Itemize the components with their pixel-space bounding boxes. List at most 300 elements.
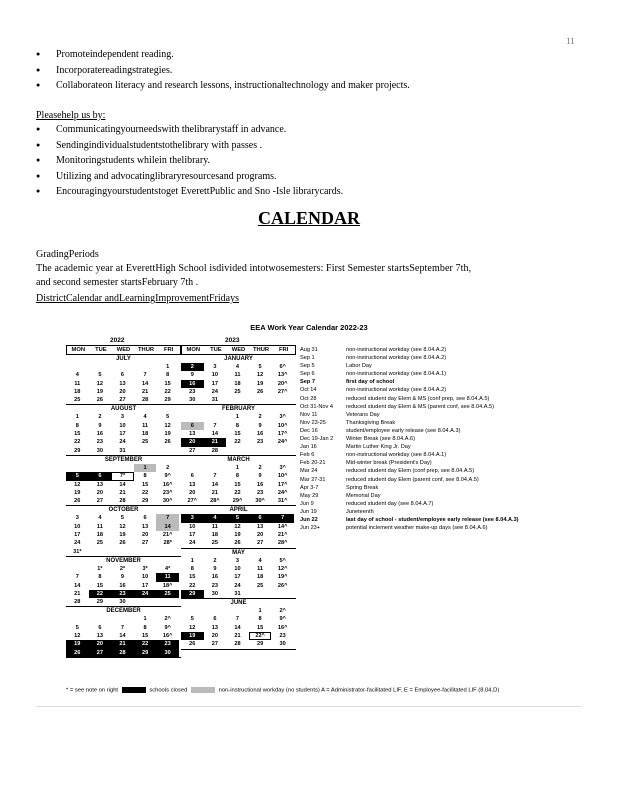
calendar-day xyxy=(134,447,157,455)
calendar-day: 30^ xyxy=(162,498,173,505)
event-date: Sep 7 xyxy=(300,379,315,386)
event-row xyxy=(300,395,519,403)
calendar-day: 16 xyxy=(211,574,218,581)
calendar-day: 2 xyxy=(166,464,170,471)
week-row xyxy=(66,363,181,371)
week-row xyxy=(181,590,296,598)
week-row xyxy=(66,371,181,379)
calendar-day: 23 xyxy=(96,439,103,446)
calendar-day: 1 xyxy=(166,364,170,370)
calendar-day: 24 xyxy=(119,439,126,446)
calendar-day: 13 xyxy=(96,481,103,488)
calendar-day: 23 xyxy=(111,590,134,598)
week-row xyxy=(181,523,296,531)
event-row xyxy=(300,403,519,411)
calendar-day: 9 xyxy=(98,422,102,429)
event-description: first day of school xyxy=(346,379,395,386)
week-row xyxy=(181,632,296,640)
calendar-day: 18 xyxy=(74,388,81,395)
calendar-day: 10 xyxy=(74,523,81,530)
calendar-day: 15 xyxy=(256,624,264,631)
calendar-2023 xyxy=(181,354,296,650)
calendar-day: 6 xyxy=(143,515,147,522)
week-row xyxy=(181,380,296,388)
event-description: Memorial Day xyxy=(346,492,381,499)
calendar-day: 5 xyxy=(98,372,102,379)
calendar-day: 16 xyxy=(256,431,264,438)
calendar-day xyxy=(249,447,272,455)
month-name: MAY xyxy=(181,548,296,557)
week-row xyxy=(181,489,296,497)
calendar-day: 2 xyxy=(181,363,204,371)
calendar-day: 10^ xyxy=(277,473,288,480)
calendar-day: 14^ xyxy=(277,523,288,530)
calendar-day: 20 xyxy=(119,388,126,395)
calendar-day xyxy=(111,464,134,472)
week-row xyxy=(66,388,181,396)
calendar-day xyxy=(271,396,294,404)
calendar-day xyxy=(249,590,272,598)
calendar-day: 23 xyxy=(211,582,218,589)
calendar-day: 7* xyxy=(111,472,134,480)
calendar-day: 19 xyxy=(66,640,89,648)
calendar-day: 2^ xyxy=(279,608,286,615)
calendar-day: 13 xyxy=(141,523,149,530)
month-block xyxy=(66,556,181,606)
weekday-label: THUR xyxy=(253,347,270,353)
calendar-day: 30 xyxy=(211,590,218,597)
calendar-day: 24^ xyxy=(277,489,288,496)
event-row xyxy=(300,435,519,443)
event-description: non-instructional workday (see 8.04.A.1) xyxy=(346,452,447,459)
bullet-item: ● Collaborateon literacy and research lessons, instructionaltechnology and maker projects. xyxy=(36,78,410,94)
week-row xyxy=(181,497,296,505)
calendar-day: 9 xyxy=(190,372,194,379)
calendar-day: 5 xyxy=(120,515,125,522)
calendar-day: 9 xyxy=(120,574,125,581)
week-row xyxy=(181,464,296,472)
calendar-day: 26 xyxy=(66,649,89,657)
calendar-day: 8 xyxy=(143,624,147,631)
calendar-day: 25 xyxy=(74,397,81,404)
week-row xyxy=(181,430,296,438)
calendar-day: 28 xyxy=(119,498,126,505)
week-row xyxy=(181,582,296,590)
calendar-day: 11 xyxy=(142,422,149,429)
calendar-day: 20 xyxy=(181,438,204,446)
month-name: JUNE xyxy=(181,598,296,607)
calendar-day: 17^ xyxy=(277,481,288,488)
bullet-list-goals xyxy=(36,47,410,94)
calendar-day xyxy=(134,363,157,371)
calendar-day xyxy=(226,396,249,404)
page-number: 11 xyxy=(566,36,575,46)
event-row xyxy=(300,362,519,370)
calendar-day: 9 xyxy=(213,565,217,572)
week-row xyxy=(181,472,296,480)
event-row xyxy=(300,516,519,524)
calendar-day: 24^ xyxy=(277,439,288,446)
calendar-day: 15 xyxy=(164,380,171,387)
calendar-day: 4 xyxy=(75,372,79,379)
calendar-day: 6 xyxy=(98,624,102,631)
calendar-day: 27 xyxy=(211,641,218,648)
calendar-day: 10 xyxy=(211,372,218,379)
calendar-day: 9^ xyxy=(164,473,171,480)
calendar-day: 5 xyxy=(190,616,194,623)
calendar-day: 12 xyxy=(74,633,81,640)
calendar-day: 12 xyxy=(96,380,103,387)
calendar-day xyxy=(204,464,227,472)
calendar-day: 18 xyxy=(234,380,241,387)
calendar-day xyxy=(111,363,134,371)
calendar-day: 2^ xyxy=(164,616,171,623)
week-row xyxy=(181,363,296,371)
calendar-day: 21 xyxy=(211,489,218,496)
weekday-label: TUE xyxy=(210,347,222,353)
week-row xyxy=(181,531,296,539)
calendar-day xyxy=(111,548,134,556)
calendar-day: 9 xyxy=(258,422,262,429)
week-row xyxy=(66,565,181,573)
calendar-day: 16^ xyxy=(277,624,288,631)
calendar-day: 30 xyxy=(189,397,196,404)
event-date: Oct 31-Nov 4 xyxy=(300,403,333,410)
calendar-day: 13 xyxy=(189,431,196,438)
calendar-day: 5 xyxy=(226,514,249,522)
bullet-item: ● Utilizing and advocatinglibraryresourcesand programs. xyxy=(36,169,343,185)
event-row xyxy=(300,467,519,475)
calendar-day: 22 xyxy=(141,489,149,496)
calendar-day: 20 xyxy=(96,489,103,496)
calendar-day: 16^ xyxy=(162,633,173,640)
calendar-day: 28^ xyxy=(210,498,220,505)
week-row xyxy=(181,573,296,581)
event-row xyxy=(300,492,519,500)
week-row xyxy=(181,447,296,455)
district-calendar-heading: DistrictCalendar andLearningImprovementFridays xyxy=(36,293,239,304)
calendar-day: 19 xyxy=(234,532,241,539)
calendar-day: 20 xyxy=(141,532,149,539)
event-row xyxy=(300,451,519,459)
calendar-day: 28 xyxy=(111,649,134,657)
week-row xyxy=(66,523,181,531)
week-row xyxy=(181,388,296,396)
event-date: Sep 5 xyxy=(300,363,315,370)
event-date: Aug 31 xyxy=(300,347,318,353)
month-block xyxy=(181,354,296,404)
event-row xyxy=(300,500,519,508)
calendar-day: 24 xyxy=(134,590,157,598)
event-date: May 29 xyxy=(300,492,319,499)
calendar-day: 21 xyxy=(119,489,126,496)
week-row xyxy=(181,371,296,379)
calendar-day: 11 xyxy=(74,380,81,387)
calendar-day: 1 xyxy=(143,616,147,623)
calendar-bottom-border xyxy=(66,657,181,658)
calendar-day: 25 xyxy=(234,388,241,395)
calendar-day: 7 xyxy=(213,473,217,480)
calendar-day: 5 xyxy=(66,472,89,480)
month-block xyxy=(66,354,181,404)
event-date: Mar 24 xyxy=(300,468,318,475)
calendar-day xyxy=(156,548,179,556)
bullet-item: ● Sendingindividualstudentstothelibrary with passes . xyxy=(36,138,343,154)
calendar-day: 4 xyxy=(204,514,227,522)
event-description: reduced student day Elem & MS (conf prep, see 8.04.A.5) xyxy=(346,395,490,402)
calendar-day: 13 xyxy=(189,481,196,488)
bullet-item: ● Monitoringstudents whilein thelibrary. xyxy=(36,153,343,169)
calendar-day: 12 xyxy=(119,523,126,530)
week-row xyxy=(181,481,296,489)
calendar-day: 9 xyxy=(258,473,262,480)
week-row xyxy=(181,422,296,430)
event-date: Oct 14 xyxy=(300,387,317,394)
week-row xyxy=(66,489,181,497)
event-date: Oct 28 xyxy=(300,395,317,402)
calendar-day xyxy=(271,447,294,455)
calendar-day: 1 xyxy=(134,464,157,472)
calendar-day: 14 xyxy=(119,633,126,640)
calendar-day: 19 xyxy=(256,380,264,387)
calendar-day: 27 xyxy=(256,540,264,547)
week-row xyxy=(66,615,181,623)
calendar-day: 29 xyxy=(141,498,149,505)
bullet-item: ● Communicatingyourneedswith thelibrarystaff in advance. xyxy=(36,122,343,138)
calendar-day: 1* xyxy=(97,565,103,572)
event-description: reduced student day Elem (parent conf, see 8.04.A.5) xyxy=(346,476,479,483)
calendar-day: 29^ xyxy=(232,498,243,505)
week-row xyxy=(66,649,181,657)
week-row xyxy=(181,413,296,421)
calendar-day: 28 xyxy=(234,641,241,648)
calendar-day xyxy=(226,607,249,615)
calendar-day: 24 xyxy=(189,540,196,547)
calendar-day: 3* xyxy=(142,565,148,572)
calendar-day: 21^ xyxy=(277,532,288,539)
week-row xyxy=(66,582,181,590)
week-row xyxy=(181,539,296,547)
calendar-day: 8 xyxy=(190,565,194,572)
calendar-day: 15 xyxy=(141,633,149,640)
calendar-day: 8 xyxy=(143,473,147,480)
calendar-day: 12 xyxy=(234,523,241,530)
event-description: potential inclement weather make-up days (see 8.04.A.6) xyxy=(346,525,488,532)
calendar-day: 25 xyxy=(96,540,103,547)
calendar-day: 21 xyxy=(234,633,241,640)
calendar-day: 16 xyxy=(119,582,126,589)
month-name: APRIL xyxy=(181,505,296,514)
event-date: Jun 22 xyxy=(300,516,318,523)
event-row xyxy=(300,484,519,492)
calendar-day xyxy=(134,598,157,606)
calendar-day: 10^ xyxy=(277,422,288,429)
calendar-day: 4 xyxy=(258,557,262,564)
calendar-day: 19 xyxy=(96,388,103,395)
calendar-day: 19 xyxy=(181,632,204,640)
calendar-day: 27 xyxy=(141,540,149,547)
calendar-day: 7 xyxy=(271,514,294,522)
calendar-day: 22 xyxy=(164,388,171,395)
month-name: OCTOBER xyxy=(66,505,181,514)
event-description: reduced student day Elem (conf prep, see 8.04.A.5) xyxy=(346,468,475,475)
calendar-day: 26 xyxy=(234,540,241,547)
calendar-day: 12^ xyxy=(277,565,288,572)
week-row xyxy=(66,624,181,632)
week-row xyxy=(66,497,181,505)
event-description: Martin Luther King Jr. Day xyxy=(346,444,411,451)
calendar-day: 18 xyxy=(96,532,103,539)
week-row xyxy=(66,438,181,446)
month-name: JULY xyxy=(66,354,181,363)
calendar-day: 30 xyxy=(96,447,103,454)
bullet-list-help xyxy=(36,122,343,200)
event-row xyxy=(300,443,519,451)
calendar-day: 1 xyxy=(190,557,194,564)
month-name: DECEMBER xyxy=(66,606,181,615)
calendar-day: 8 xyxy=(235,473,240,480)
calendar-day: 12 xyxy=(256,372,264,379)
calendar-day: 28* xyxy=(163,540,172,547)
calendar-day xyxy=(89,548,112,556)
weekday-label: MON xyxy=(71,347,86,353)
calendar-day: 16^ xyxy=(162,481,173,488)
calendar-day: 15 xyxy=(74,431,81,438)
calendar-day: 29 xyxy=(256,641,264,648)
calendar-day: 21 xyxy=(141,388,149,395)
weekday-label: FRI xyxy=(279,347,289,353)
event-description: student/employee early release (see 8.04.A.3) xyxy=(346,427,461,434)
bullet-item: ● Encouragingyourstudentstoget EverettPublic and Sno -Isle librarycards. xyxy=(36,184,343,200)
week-row xyxy=(66,531,181,539)
calendar-day xyxy=(181,413,204,421)
legend-closed-label: schools closed xyxy=(149,687,188,694)
weekday-label: THUR xyxy=(138,347,155,353)
month-name: JANUARY xyxy=(181,354,296,363)
legend-closed-swatch xyxy=(122,687,146,693)
calendar-day: 17^ xyxy=(277,431,288,438)
calendar-day: 12 xyxy=(189,624,196,631)
calendar-day: 12 xyxy=(164,422,171,429)
event-description: non-instructional workday (see 8.04.A.2) xyxy=(346,355,447,362)
calendar-day: 31 xyxy=(119,447,126,454)
calendar-day xyxy=(66,615,89,623)
week-row xyxy=(66,539,181,547)
event-row xyxy=(300,419,519,427)
calendar-day: 12 xyxy=(74,481,81,488)
calendar-day: 23 xyxy=(256,489,264,496)
calendar-day: 6 xyxy=(120,372,125,379)
calendar-day: 5 xyxy=(258,364,262,370)
week-row xyxy=(181,514,296,522)
calendar-day: 3 xyxy=(181,514,204,522)
calendar-day: 31 xyxy=(234,590,241,597)
calendar-day: 9^ xyxy=(279,616,286,623)
event-description: Mid-winter break (President's Day) xyxy=(346,460,432,467)
weekday-label: TUE xyxy=(95,347,107,353)
calendar-day: 8 xyxy=(75,422,79,429)
event-date: Apr 3-7 xyxy=(300,484,319,491)
grading-text-line2: and second semester startsFebruary 7th . xyxy=(36,277,199,288)
week-row xyxy=(181,640,296,648)
calendar-day: 21 xyxy=(204,438,227,446)
calendar-day: 20 xyxy=(89,640,112,648)
calendar-day: 18 xyxy=(141,431,149,438)
calendar-legend xyxy=(66,687,499,694)
calendar-day: 22 xyxy=(189,582,196,589)
legend-noninst-label: non-instructional workday (no students) xyxy=(218,687,320,694)
event-row xyxy=(300,427,519,435)
calendar-day xyxy=(156,447,179,455)
calendar-day: 8 xyxy=(235,422,240,429)
grading-text-line1: The academic year at EverettHigh School isdivided intotwosemesters: First Semester startsSeptember 7th, xyxy=(36,263,472,274)
event-description: Thanksgiving Break xyxy=(346,419,396,426)
calendar-day: 3^ xyxy=(279,414,286,421)
calendar-day: 10 xyxy=(141,574,149,581)
event-row xyxy=(300,346,519,354)
calendar-day: 22 xyxy=(89,590,112,598)
calendar-day: 20 xyxy=(211,633,218,640)
footer-divider xyxy=(36,706,581,707)
weekday-label: WED xyxy=(231,347,246,353)
week-row xyxy=(66,598,181,606)
week-row xyxy=(66,632,181,640)
calendar-day: 24 xyxy=(211,388,218,395)
calendar-day: 20 xyxy=(189,489,196,496)
event-date: Sep 1 xyxy=(300,355,315,362)
event-description: reduced student day (see 8.04.A.7) xyxy=(346,500,434,507)
calendar-day: 18 xyxy=(211,532,218,539)
calendar-day: 17 xyxy=(234,574,241,581)
calendar-day: 6 xyxy=(213,616,217,623)
calendar-day: 2* xyxy=(119,565,126,572)
calendar-day: 23 xyxy=(156,640,179,648)
week-row xyxy=(66,590,181,598)
week-row xyxy=(66,548,181,556)
calendar-day: 15 xyxy=(141,481,149,488)
year-right: 2023 xyxy=(225,337,240,344)
calendar-day: 29 xyxy=(164,397,171,404)
event-row xyxy=(300,386,519,394)
calendar-day: 13 xyxy=(211,624,218,631)
calendar-day: 11 xyxy=(257,565,264,572)
calendar-day xyxy=(249,396,272,404)
calendar-day: 31* xyxy=(73,548,82,555)
calendar-day: 8 xyxy=(166,372,170,379)
calendar-day: 26^ xyxy=(277,582,288,589)
calendar-day: 24 xyxy=(74,540,81,547)
event-date: Dec 16 xyxy=(300,427,318,434)
event-date: Feb 6 xyxy=(300,452,315,459)
calendar-day: 17 xyxy=(189,532,196,539)
calendar-day: 30 xyxy=(119,599,126,606)
calendar-day: 6 xyxy=(89,472,112,480)
event-row xyxy=(300,411,519,419)
event-row xyxy=(300,354,519,362)
calendar-day: 11 xyxy=(234,372,241,379)
calendar-day: 19 xyxy=(74,489,81,496)
event-date: Dec 19-Jan 2 xyxy=(300,436,334,443)
grading-periods-heading: GradingPeriods xyxy=(36,249,99,260)
month-block xyxy=(181,404,296,454)
calendar-day xyxy=(66,565,89,573)
calendar-day: 28 xyxy=(74,599,81,606)
week-row xyxy=(181,615,296,623)
calendar-day: 21^ xyxy=(162,532,173,539)
calendar-day: 28 xyxy=(211,447,218,454)
calendar-heading: CALENDAR xyxy=(257,208,360,228)
calendar-day: 27 xyxy=(189,447,196,454)
